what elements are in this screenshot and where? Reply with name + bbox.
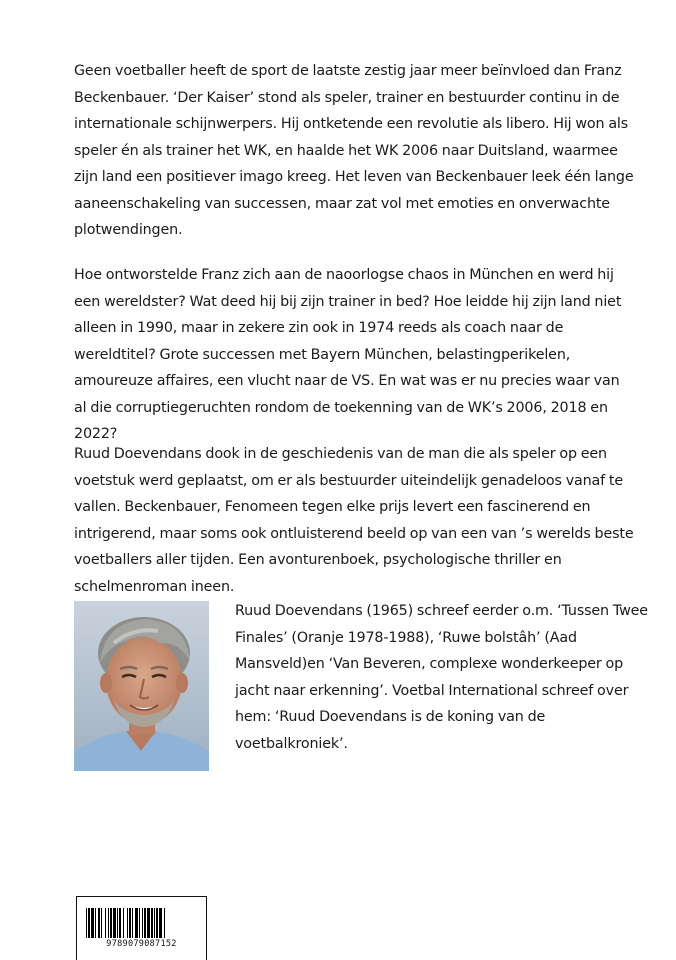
barcode-bar [123, 908, 124, 938]
barcode-bar [132, 908, 133, 938]
barcode-bar [95, 908, 96, 938]
barcode-bar [154, 908, 155, 938]
blurb-paragraph-3: Ruud Doevendans dook in de geschiedenis van de man die als speler op een voetstuk werd geplaatst, om er als bestuurder uiteindelijk genadeloos vanaf te vallen. Beckenbauer, Fenomeen tegen elke prijs levert een fascinerend en intrigerend, maar soms ook ontluisterend beeld op van een van ’s werelds beste voetballers aller tijden. Een avonturenboek, psychologische thriller en schelmenroman ineen. [74, 446, 634, 595]
barcode-bar [98, 908, 100, 938]
barcode-bar [156, 908, 158, 938]
barcode-bar [86, 908, 87, 938]
author-bio: Ruud Doevendans (1965) schreef eerder o.m. ‘Tussen Twee Finales’ (Oranje 1978-1988), ‘Ruwe bolstâh’ (Aad Mansveld)en ‘Van Beveren, complexe wonderkeeper op jacht naar erkenning’. Voetbal International schreef over hem: ‘Ruud Doevendans is de koning van de voetbalkroniek’. [235, 603, 648, 752]
barcode-bar [129, 908, 131, 938]
barcode-bar [127, 908, 128, 938]
author-photo [74, 601, 209, 771]
isbn-number: 9789079087152 [106, 939, 177, 949]
barcode [76, 896, 207, 960]
barcode-bar [91, 908, 94, 938]
blurb-paragraph-1: Geen voetballer heeft de sport de laatste zestig jaar meer beïnvloed dan Franz Beckenbauer. ‘Der Kaiser’ stond als speler, trainer en bestuurder continu in de internationale schijnwerpers. Hij ontketende een revolutie als libero. Hij won als speler én als trainer het WK, en haalde het WK 2006 naar Duitsland, waarmee zijn land een positiever imago kreeg. Het leven van Beckenbauer leek één lange aaneenschakeling van successen, maar zat vol met emoties en onverwachte plotwendingen. [74, 63, 634, 238]
barcode-bar [88, 908, 90, 938]
barcode-bar [135, 908, 138, 938]
barcode-bar [113, 908, 116, 938]
barcode-bar [139, 908, 140, 938]
barcode-bar [159, 908, 162, 938]
barcode-bar [101, 908, 102, 938]
barcode-bar [119, 908, 121, 938]
barcode-bar [110, 908, 112, 938]
barcode-bar [147, 908, 150, 938]
barcode-bar [105, 908, 106, 938]
barcode-bar [164, 908, 165, 938]
barcode-bar [108, 908, 109, 938]
blurb-paragraph-2: Hoe ontworstelde Franz zich aan de naoorlogse chaos in München en werd hij een wereldster? Wat deed hij bij zijn trainer in bed? Hoe leidde hij zijn land niet alleen in 1990, maar in zekere zin ook in 1974 reeds als coach naar de wereldtitel? Grote successen met Bayern München, belastingperikelen, amoureuze affaires, een vlucht naar de VS. En wat was er nu precies waar van al die corruptiegeruchten rondom de toekenning van de WK’s 2006, 2018 en 2022? [74, 267, 622, 442]
barcode-bar [151, 908, 153, 938]
barcode-bar [144, 908, 146, 938]
barcode-bar [142, 908, 143, 938]
barcode-bar [117, 908, 118, 938]
barcode-bars [86, 908, 198, 938]
